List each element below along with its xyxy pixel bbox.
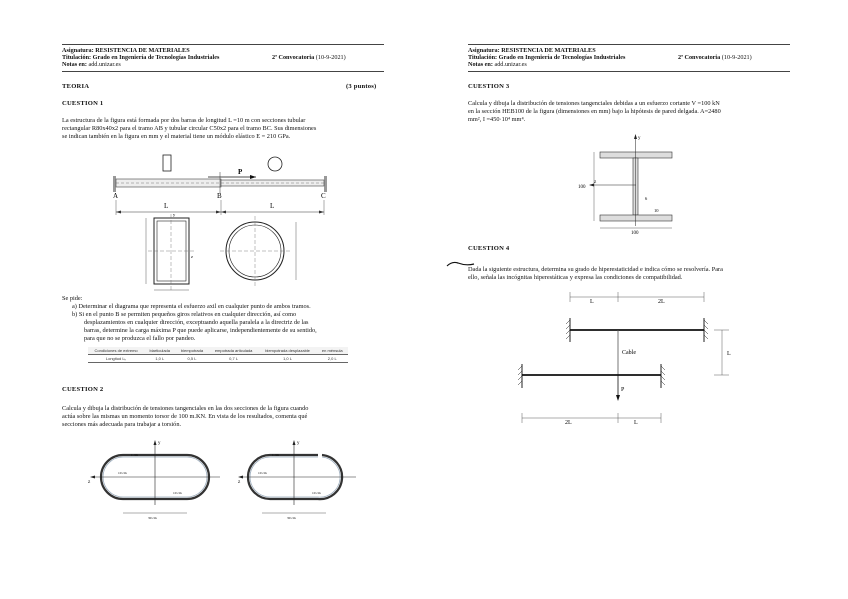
axis-y-label: y [173,212,176,217]
dim-top-2l: 2L [658,299,665,305]
item-a: a) Determinar el diagrama que representa el esfuerzo axil en cualquier punto de ambos tramos. [72,303,311,310]
axis-z-label: z [88,480,91,485]
table-header: Condiciones de extremo [88,347,144,355]
dim-bottom-2l: 2L [565,420,572,426]
exam-date: (10-9-2021) [315,54,346,61]
dim-height-label: 100 [578,185,586,190]
point-b-label: B [217,192,222,200]
load-label: P [238,168,243,176]
item-b: barras, determine la carga máxima P que puede aplicarse, independientemente de su sentido, [84,327,317,334]
question-2-title: CUESTION 2 [62,386,104,393]
question-3-text: mm², I =450·10⁴ mm⁴. [468,116,526,123]
subject-label: Asignatura: [62,47,94,54]
table-cell: 1,0 L [144,355,175,363]
table-cell: 1,0 L [259,355,317,363]
se-pide: Se pide: [62,295,83,302]
question-1-text: se indican también en la figura en mm y el material tiene un módulo elástico E = 210 GPa. [62,133,291,140]
question-1-title: CUESTION 1 [62,100,104,107]
subject: RESISTENCIA DE MATERIALES [501,47,596,54]
convocatoria: 2ª Convocatoria [272,54,315,61]
section-title: TEORIA [62,83,90,90]
table-cell: 0,5 L [175,355,208,363]
table-header: empotrada articulada [209,347,259,355]
table-header: en ménsula [316,347,348,355]
closed-section [88,440,220,520]
dim-width-label: 100 [631,231,639,236]
dim-label: 30 cm [287,516,296,520]
dim-bottom-l: L [634,420,638,426]
table-row-label: Longitud Lₖ [88,355,144,363]
question-3-text: Calcula y dibuja la distribución de tensiones tangenciales debidas a un esfuerzo cortante V =100 kN [468,100,720,107]
exam-date: (10-9-2021) [721,54,752,61]
notes-label: Notas en: [468,61,493,69]
item-b: desplazamientos en cualquier dirección, exceptuando aquella paralela a la directriz de las [84,319,309,326]
notes-url: add.unizar.es [494,61,527,69]
question-2-text: secciones más adecuada para trabajar a torsión. [62,421,182,428]
dim-label: 1 cm [272,453,279,457]
dim-l2-label: L [270,202,275,210]
wall-bottom-right-icon [661,364,665,388]
question-2-text: actúa sobre las mismas un momento torsor de 100 m.KN. En vista de los resultados, comenta qué [62,413,308,420]
figure-4-frame [424,0,848,599]
exam-page-right [424,0,848,599]
dim-label: 10 cm [118,471,127,475]
question-4-text: ello, señala las incógnitas hiperestáticas y expresa las condiciones de compatibilidad. [468,274,683,281]
load-label: P [621,387,625,393]
table-header: biarticulada [144,347,175,355]
wall-top-right-icon [704,318,708,342]
dim-label: 10 cm [258,471,267,475]
dim-l1-label: L [164,202,169,210]
question-1-text: La estructura de la figura está formada por dos barras de longitud L =10 m con secciones tubular [62,117,306,124]
axis-z-label: z [191,254,193,259]
axis-z-label: z [594,180,597,185]
question-4-text: Dada la siguiente estructura, determina su grado de hiperestaticidad e indica cómo se resolvería. Para [468,266,723,273]
points: (3 puntos) [346,83,377,90]
point-c-label: C [321,192,326,200]
dim-label: 30 cm [148,516,157,520]
axis-y-label: y [297,441,300,446]
table-header: biempotrada desplazable [259,347,317,355]
dim-flange-label: 10 [654,208,659,213]
subject-label: Asignatura: [468,47,500,54]
wall-bottom-left-icon [518,364,522,388]
question-4-title: CUESTION 4 [468,245,510,252]
item-b: para que no se produzca el fallo por pandeo. [84,335,196,342]
notes-label: Notas en: [62,61,87,69]
degree: Grado en Ingeniería de Tecnologías Industriales [92,54,220,62]
table-cell: 2,0 L [316,355,348,363]
axis-y-label: y [158,441,161,446]
dim-web-label: 6 [645,196,648,201]
degree-label: Titulación: [468,54,498,62]
axis-y-label: y [638,136,641,141]
dim-side-l: L [727,351,731,357]
item-b: b) Si en el punto B se permiten pequeños giros relativos en cualquier dirección, así como [72,311,297,318]
question-2-text: Calcula y dibuja la distribución de tensiones tangenciales en las dos secciones de la figura cuando [62,405,309,412]
table-cell: 0,7 L [209,355,259,363]
dim-label: 1 cm [131,453,138,457]
cable-label: Cable [622,350,636,356]
table-header: biempotrada [175,347,208,355]
axis-z-label: z [238,480,241,485]
point-a-label: A [113,192,119,200]
degree-label: Titulación: [62,54,92,62]
question-3-title: CUESTION 3 [468,83,510,90]
dim-label: 10 cm [312,491,321,495]
open-section [238,440,356,520]
dim-label: 10 cm [173,491,182,495]
convocatoria: 2ª Convocatoria [678,54,721,61]
degree: Grado en Ingeniería de Tecnologías Industriales [498,54,626,62]
subject: RESISTENCIA DE MATERIALES [95,47,190,54]
question-3-text: en la sección HEB100 de la figura (dimensiones en mm) bajo la hipótesis de pared delgada. A=2480 [468,108,721,115]
notes-url: add.unizar.es [88,61,121,69]
dim-top-l: L [590,299,594,305]
question-1-text: rectangular R80x40x2 para el tramo AB y tubular circular C50x2 para el tramo BC. Sus dimensiones [62,125,317,132]
wall-top-left-icon [566,318,570,342]
